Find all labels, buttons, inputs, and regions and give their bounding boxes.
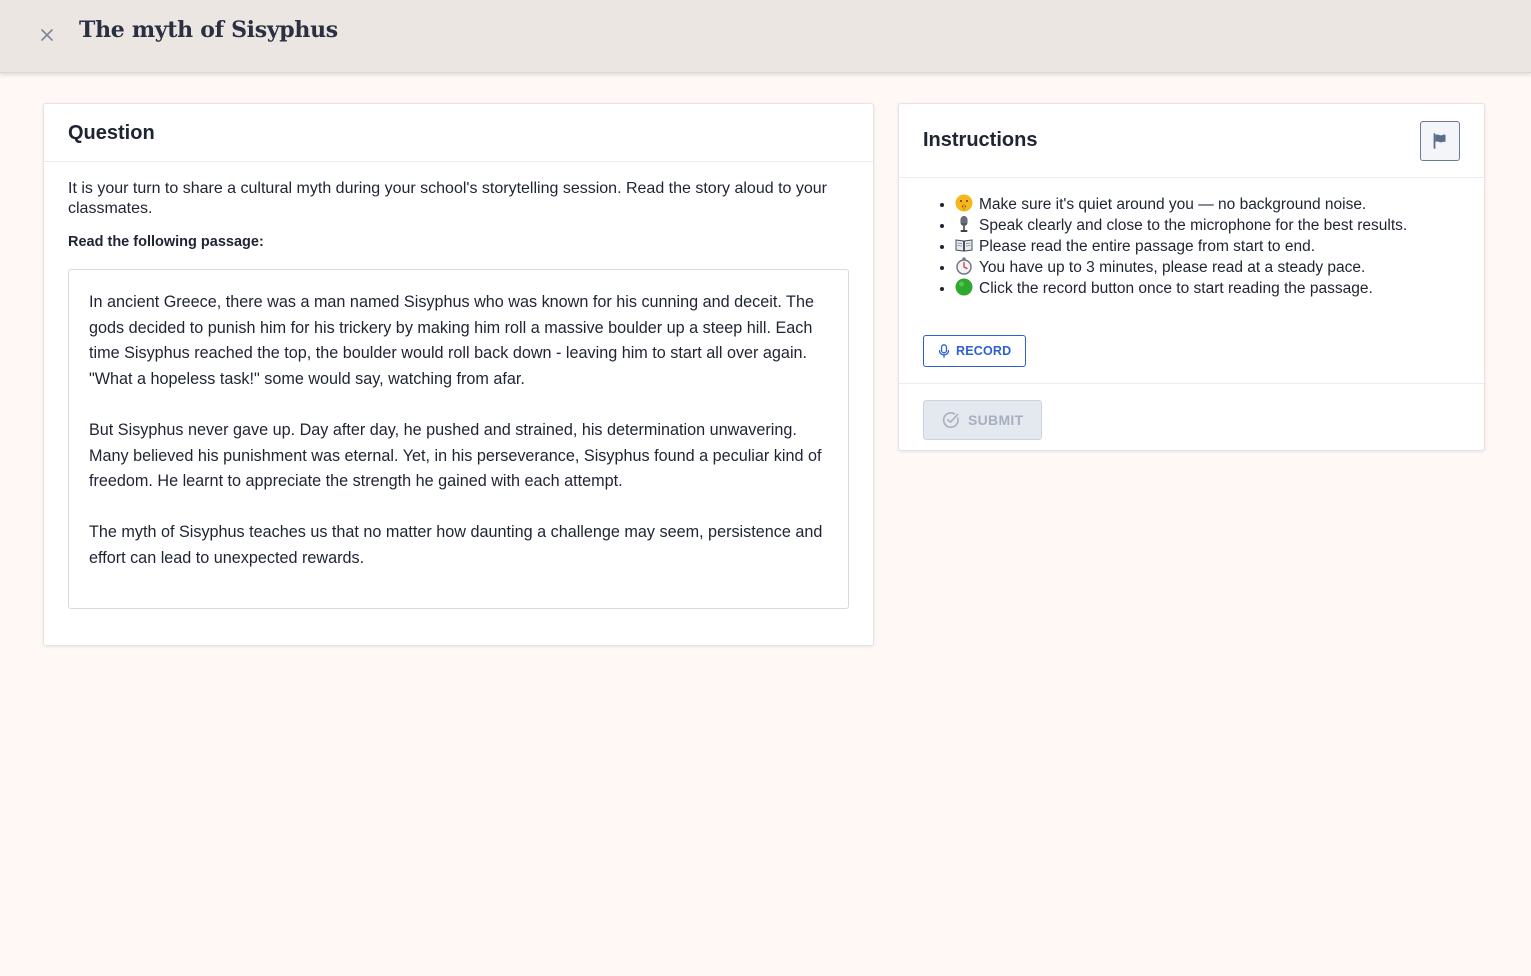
instruction-text: Make sure it's quiet around you — no background noise. bbox=[979, 196, 1367, 213]
instruction-text: Please read the entire passage from start to end. bbox=[979, 238, 1316, 255]
open-book-icon bbox=[955, 236, 973, 254]
instruction-item bbox=[955, 215, 1460, 236]
instruction-item bbox=[955, 278, 1460, 299]
flag-button[interactable] bbox=[1420, 121, 1460, 161]
instruction-text: Click the record button once to start reading the passage. bbox=[979, 280, 1373, 297]
question-card-header bbox=[44, 104, 873, 162]
submit-button-label: SUBMIT bbox=[968, 412, 1024, 428]
passage-label: Read the following passage: bbox=[68, 234, 264, 250]
record-button-label: RECORD bbox=[956, 344, 1012, 358]
page-title: The myth of Sisyphus bbox=[79, 17, 338, 43]
record-button[interactable] bbox=[923, 335, 1026, 367]
close-icon bbox=[40, 28, 54, 42]
flag-icon bbox=[1433, 133, 1447, 149]
microphone-icon bbox=[938, 344, 950, 358]
instruction-item bbox=[955, 194, 1460, 215]
instructions-heading: Instructions bbox=[923, 129, 1038, 151]
microphone-icon bbox=[955, 215, 973, 233]
question-heading: Question bbox=[68, 122, 155, 144]
passage-paragraph: The myth of Sisyphus teaches us that no matter how daunting a challenge may seem, persistence and effort can lead to unexpected rewards. bbox=[89, 523, 823, 567]
instruction-item bbox=[955, 236, 1460, 257]
instructions-card-header bbox=[899, 104, 1484, 178]
question-prompt: It is your turn to share a cultural myth during your school's storytelling session. Read the story aloud to your classmates. bbox=[68, 180, 827, 217]
passage-paragraph: But Sisyphus never gave up. Day after day, he pushed and strained, his determination unwavering. Many believed his punishment was eternal. Yet, in his perseverance, Sisyphus found a peculiar kind of freedom. He learnt to appreciate the strength he gained with each attempt. bbox=[89, 420, 822, 491]
passage-paragraph: In ancient Greece, there was a man named Sisyphus who was known for his cunning and deceit. The gods decided to punish him for his trickery by making him roll a massive boulder up a steep hill. Each time Sisyphus reached the top, the boulder would roll back down - leaving him to start all over again. "What a hopeless task!" some would say, watching from afar. bbox=[89, 293, 814, 388]
instruction-text: You have up to 3 minutes, please read at a steady pace. bbox=[979, 259, 1366, 276]
instructions-list bbox=[899, 178, 1484, 299]
close-button[interactable] bbox=[36, 24, 58, 46]
green-circle-icon bbox=[955, 278, 973, 296]
instruction-text: Speak clearly and close to the microphone for the best results. bbox=[979, 217, 1408, 234]
stopwatch-icon bbox=[955, 257, 973, 275]
instruction-item bbox=[955, 257, 1460, 278]
check-circle-icon bbox=[942, 411, 960, 429]
shushing-face-icon bbox=[955, 194, 973, 212]
passage-box bbox=[68, 269, 849, 609]
question-card bbox=[43, 103, 874, 646]
submit-button[interactable] bbox=[923, 400, 1042, 440]
instructions-card bbox=[898, 103, 1485, 451]
top-bar bbox=[0, 0, 1531, 73]
